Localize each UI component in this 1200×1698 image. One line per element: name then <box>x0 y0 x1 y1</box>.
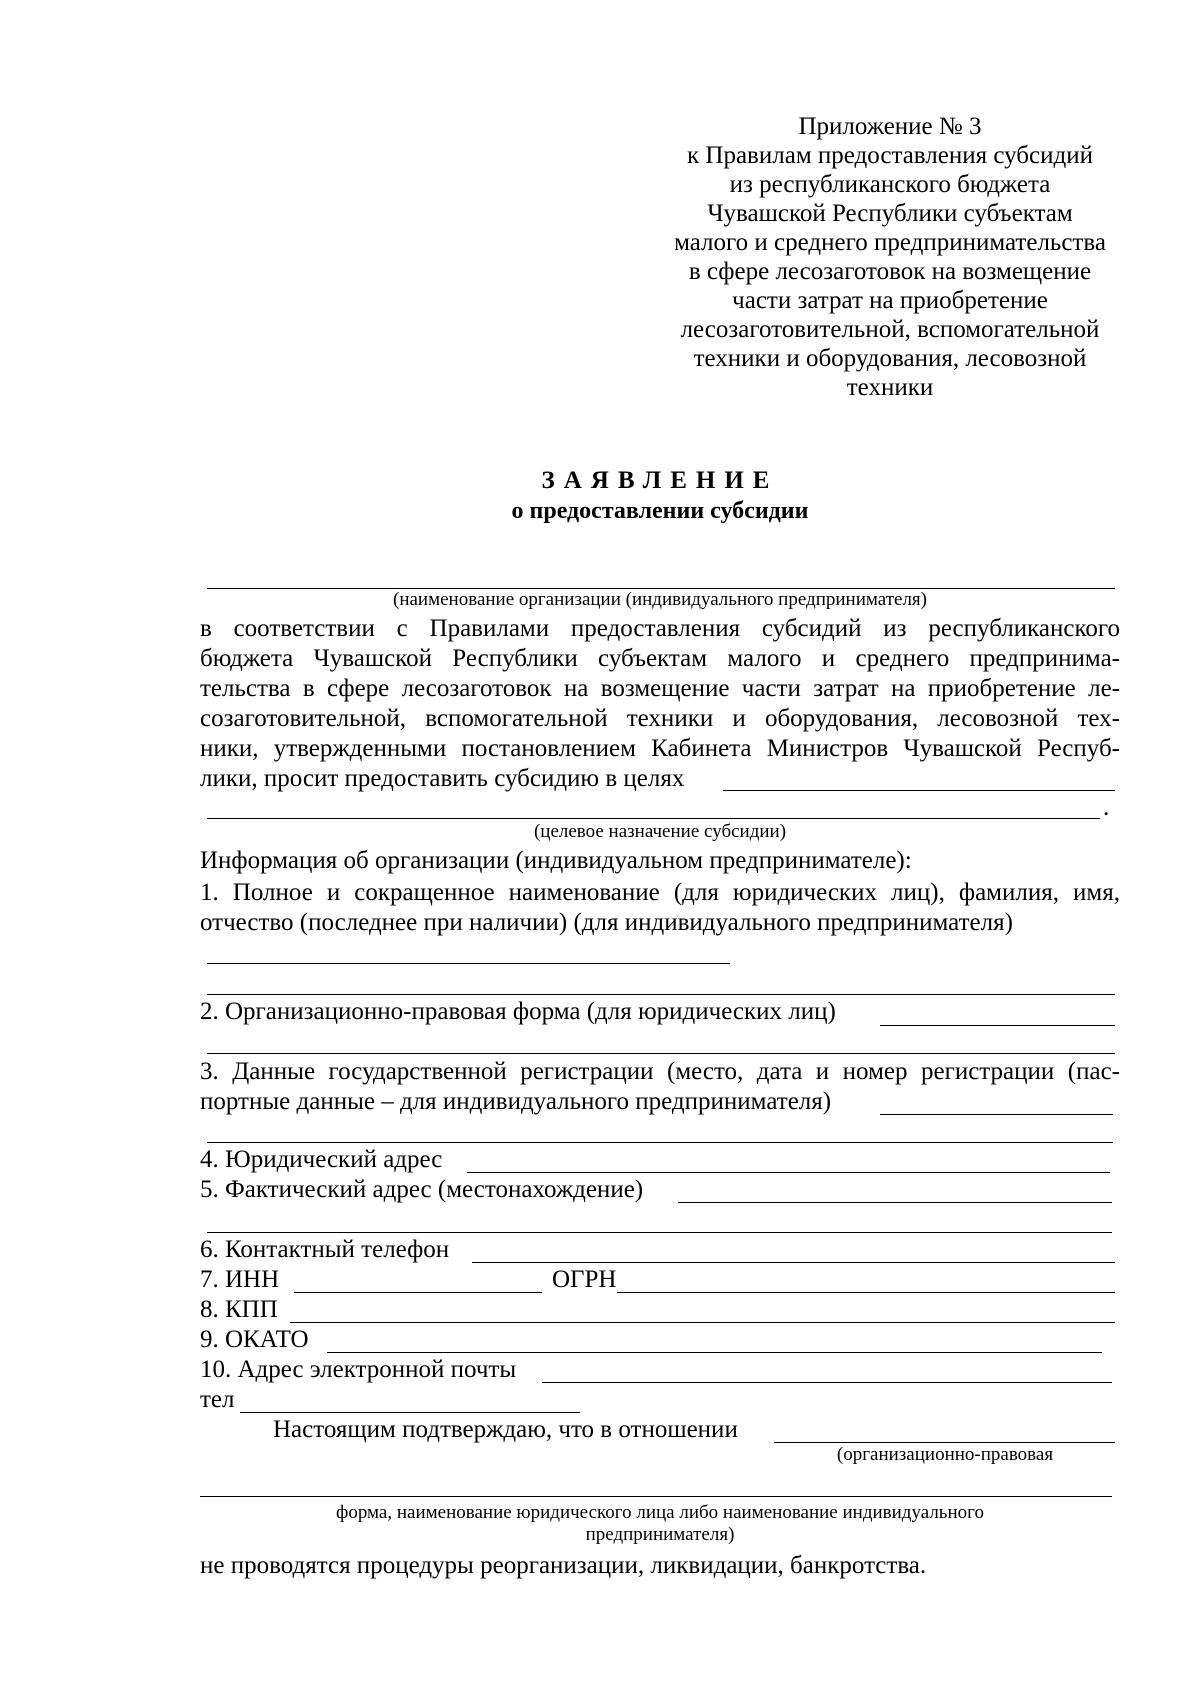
email-field[interactable] <box>542 1382 1112 1383</box>
body-line: в соответствии с Правилами предоставления субсидий из республиканского <box>200 615 1120 642</box>
purpose-field-2[interactable] <box>207 818 1100 819</box>
item-5-label: 5. Фактический адрес (местонахождение) <box>200 1176 644 1203</box>
confirm-text: Настоящим подтверждаю, что в отношении <box>273 1416 738 1443</box>
actual-address-field[interactable] <box>678 1202 1112 1203</box>
annex-header <box>660 112 1120 402</box>
purpose-dot: . <box>1103 794 1110 821</box>
document-subtitle: о предоставлении субсидии <box>511 498 809 524</box>
item-2-label: 2. Организационно-правовая форма (для юридических лиц) <box>200 998 836 1025</box>
annex-line: к Правилам предоставления субсидий <box>687 142 1093 169</box>
item-2-field-extra[interactable] <box>207 1053 1115 1054</box>
item-3-field-extra[interactable] <box>207 1142 1113 1143</box>
form-caption-1: (организационно-правовая <box>836 1444 1054 1465</box>
annex-line: в сфере лесозаготовок на возмещение <box>688 258 1092 285</box>
item-1-field-short[interactable] <box>207 963 730 964</box>
inn-field[interactable] <box>294 1292 542 1293</box>
item-8-label: 8. КПП <box>200 1296 278 1323</box>
annex-line: Приложение № 3 <box>798 113 982 140</box>
body-last-line: лики, просит предоставить субсидию в целях <box>200 765 685 792</box>
okato-field[interactable] <box>327 1352 1102 1353</box>
item-3-line-1: 3. Данные государственной регистрации (место, дата и номер регистрации (пас- <box>200 1058 1120 1085</box>
item-7-ogrn-label: ОГРН <box>552 1266 617 1293</box>
body-line: тельства в сфере лесозаготовок на возмещение части затрат на приобретение ле- <box>200 675 1120 702</box>
document-title: ЗАЯВЛЕНИЕ <box>541 467 779 494</box>
item-1-line-1: 1. Полное и сокращенное наименование (для юридических лиц), фамилия, имя, <box>200 879 1120 906</box>
annex-line: техники и оборудования, лесовозной <box>693 345 1087 372</box>
body-line: ники, утвержденными постановлением Кабинета Министров Чувашской Респуб- <box>200 735 1120 762</box>
item-3-field[interactable] <box>880 1114 1113 1115</box>
item-1-line-2: отчество (последнее при наличии) (для индивидуального предпринимателя) <box>200 909 1013 936</box>
annex-line: техники <box>846 374 934 401</box>
item-1-field-long[interactable] <box>207 994 1115 995</box>
annex-line: лесозаготовительной, вспомогательной <box>680 316 1100 343</box>
body-line: созаготовительной, вспомогательной техники и оборудования, лесовозной тех- <box>200 705 1120 732</box>
confirm-field[interactable] <box>774 1442 1115 1443</box>
annex-line: части затрат на приобретение <box>732 287 1048 314</box>
item-7-inn-label: 7. ИНН <box>200 1266 280 1293</box>
item-4-label: 4. Юридический адрес <box>200 1146 443 1173</box>
info-heading: Информация об организации (индивидуальном предпринимателе): <box>200 847 912 874</box>
tel-field[interactable] <box>240 1412 580 1413</box>
kpp-field[interactable] <box>290 1322 1115 1323</box>
item-9-label: 9. ОКАТО <box>200 1326 309 1353</box>
body-line: бюджета Чувашской Республики субъектам малого и среднего предпринима- <box>200 645 1120 672</box>
actual-address-field-extra[interactable] <box>207 1232 1112 1233</box>
item-6-label: 6. Контактный телефон <box>200 1236 450 1263</box>
tel-label: тел <box>200 1386 235 1413</box>
phone-field[interactable] <box>472 1262 1115 1263</box>
legal-address-field[interactable] <box>467 1172 1110 1173</box>
item-3-line-2: портные данные – для индивидуального предпринимателя) <box>200 1088 832 1115</box>
annex-line: Чувашской Республики субъектам <box>707 200 1073 227</box>
item-10-label: 10. Адрес электронной почты <box>200 1356 517 1383</box>
purpose-field-1[interactable] <box>723 790 1115 791</box>
annex-line: из республиканского бюджета <box>729 171 1051 198</box>
final-statement: не проводятся процедуры реорганизации, ликвидации, банкротства. <box>200 1552 927 1579</box>
org-name-caption: (наименование организации (индивидуального предпринимателя) <box>393 589 927 610</box>
org-form-field[interactable] <box>200 1496 1112 1497</box>
purpose-caption: (целевое назначение субсидии) <box>533 821 787 842</box>
form-caption-2-line-1: форма, наименование юридического лица либо наименование индивидуального <box>336 1502 984 1523</box>
form-caption-2-line-2: предпринимателя) <box>585 1524 735 1545</box>
item-2-field[interactable] <box>880 1025 1115 1026</box>
ogrn-field[interactable] <box>617 1292 1115 1293</box>
annex-line: малого и среднего предпринимательства <box>674 229 1106 256</box>
